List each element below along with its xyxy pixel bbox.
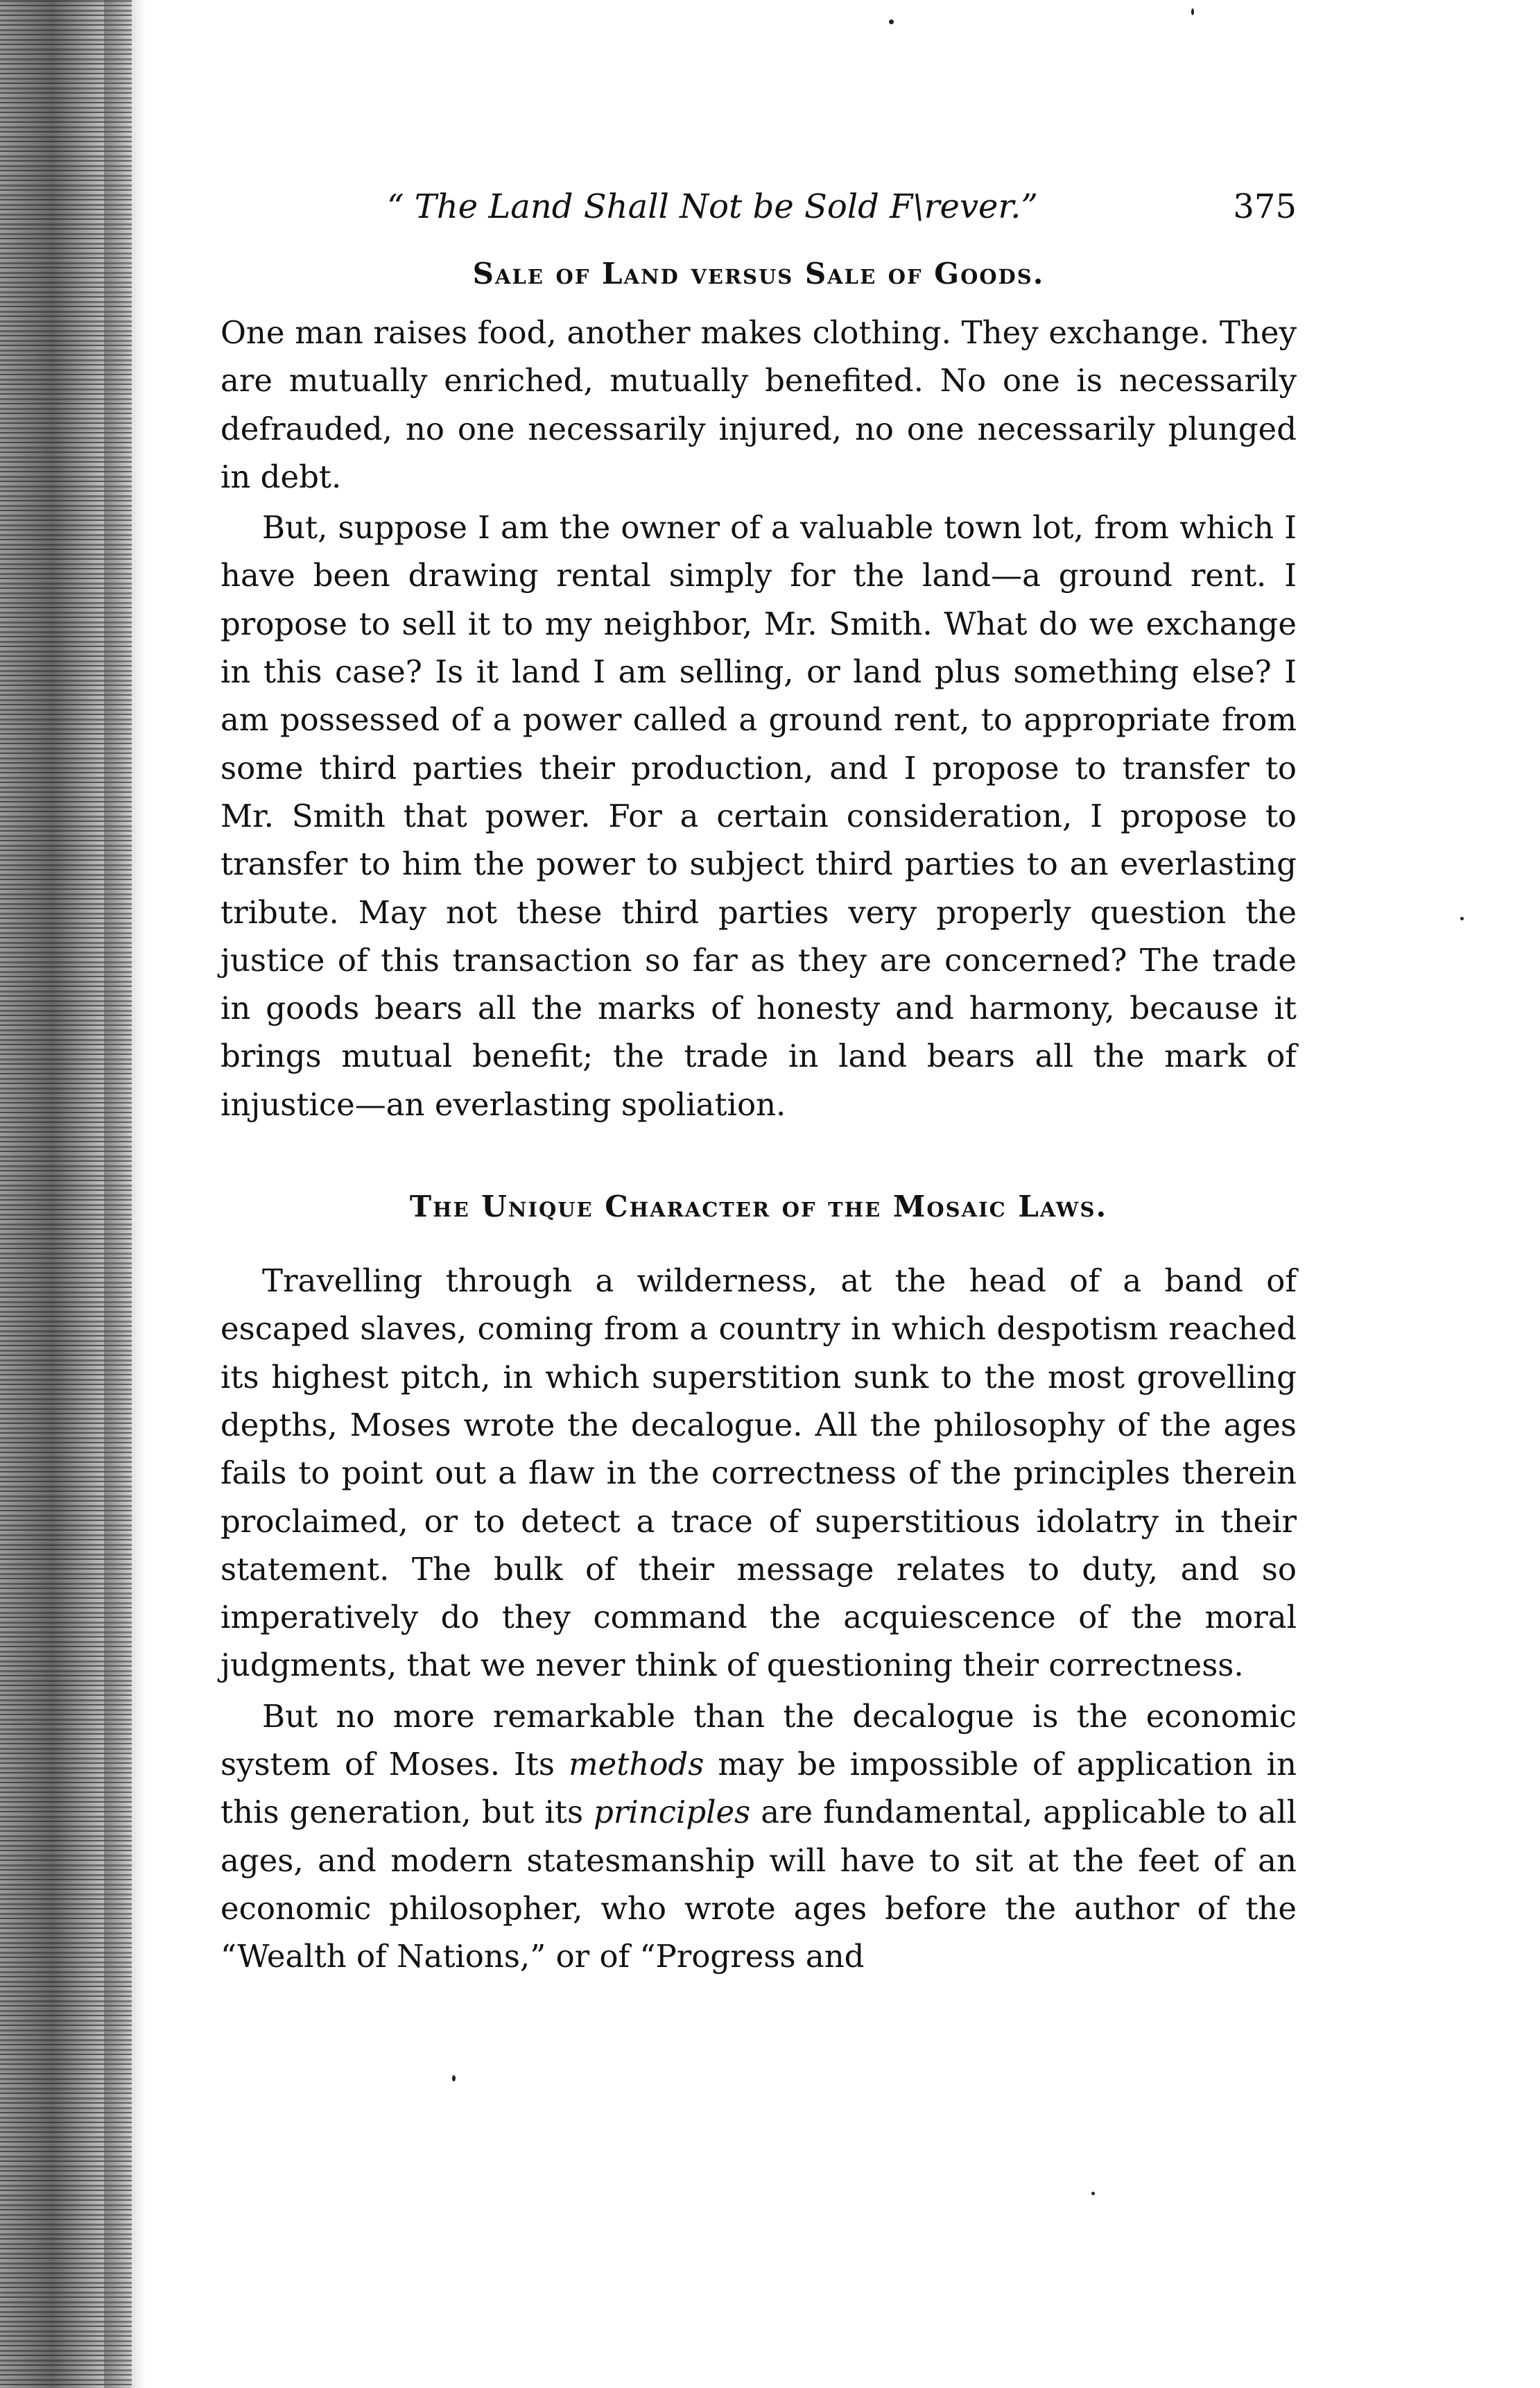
ink-speck	[1460, 917, 1464, 920]
emphasis-methods: methods	[568, 1746, 704, 1783]
paragraph: Travelling through a wilderness, at the head of a band of escaped slaves, coming from a country in which despotism reached its highest pitch, in which superstition sunk to the most grovelling depths, Moses wrote the decalogue. All the philosophy of the ages fails to point out a flaw in the correctness of the principles therein proclaimed, or to detect a trace of superstitious idolatry in their statement. The bulk of their message relates to duty, and so imperatively do they command the acquiescence of the moral judgments, that we never think of questioning their correctness.	[220, 1262, 1297, 1684]
paragraph: One man raises food, another makes clothing. They exchange. They are mutually enriched, mutually benefited. No one is necessarily defrauded, no one necessarily injured, no one necessarily plunged in debt.	[220, 314, 1297, 495]
running-head	[220, 187, 1297, 243]
running-title: “ The Land Shall Not be Sold F\rever.”	[387, 187, 1038, 226]
ink-speck	[1191, 8, 1194, 15]
ink-speck	[452, 2075, 456, 2081]
ink-speck	[1091, 2192, 1095, 2195]
paragraph	[220, 1692, 1297, 1981]
book-page	[220, 187, 1297, 1984]
binding-shadow	[104, 0, 146, 2388]
text-run: are fundamental, applicable to all ages, and modern statesmanship will have to sit at the feet of an economic philosopher, who wrote ages before the author of the “Wealth of Nations,” or of “Progress and	[220, 1794, 1297, 1975]
text-run: But no more remarkable than the decalogue is the economic system of Moses. Its	[220, 1697, 1297, 1783]
section-heading: The Unique Character of the Mosaic Laws.	[409, 1189, 1108, 1224]
section-heading: Sale of Land versus Sale of Goods.	[472, 257, 1045, 291]
ink-speck	[889, 19, 894, 24]
text-run: may be impossible of application in this generation, but its	[220, 1746, 1297, 1831]
emphasis-principles: principles	[594, 1794, 751, 1831]
paragraph: But, suppose I am the owner of a valuable town lot, from which I have been drawing rental simply for the land—a ground rent. I propose to sell it to my neighbor, Mr. Smith. What do we exchange in this case? Is it land I am selling, or land plus something else? I am possessed of a power called a ground rent, to appropriate from some third parties their production, and I propose to transfer to Mr. Smith that power. For a certain consideration, I propose to transfer to him the power to subject third parties to an everlasting tribute. May not these third parties very properly question the justice of this transaction so far as they are concerned? The trade in goods bears all the marks of honesty and harmony, because it brings mutual benefit; the trade in land bears all the mark of injustice—an everlasting spoliation.	[220, 509, 1297, 1123]
page-number: 375	[1233, 187, 1297, 226]
